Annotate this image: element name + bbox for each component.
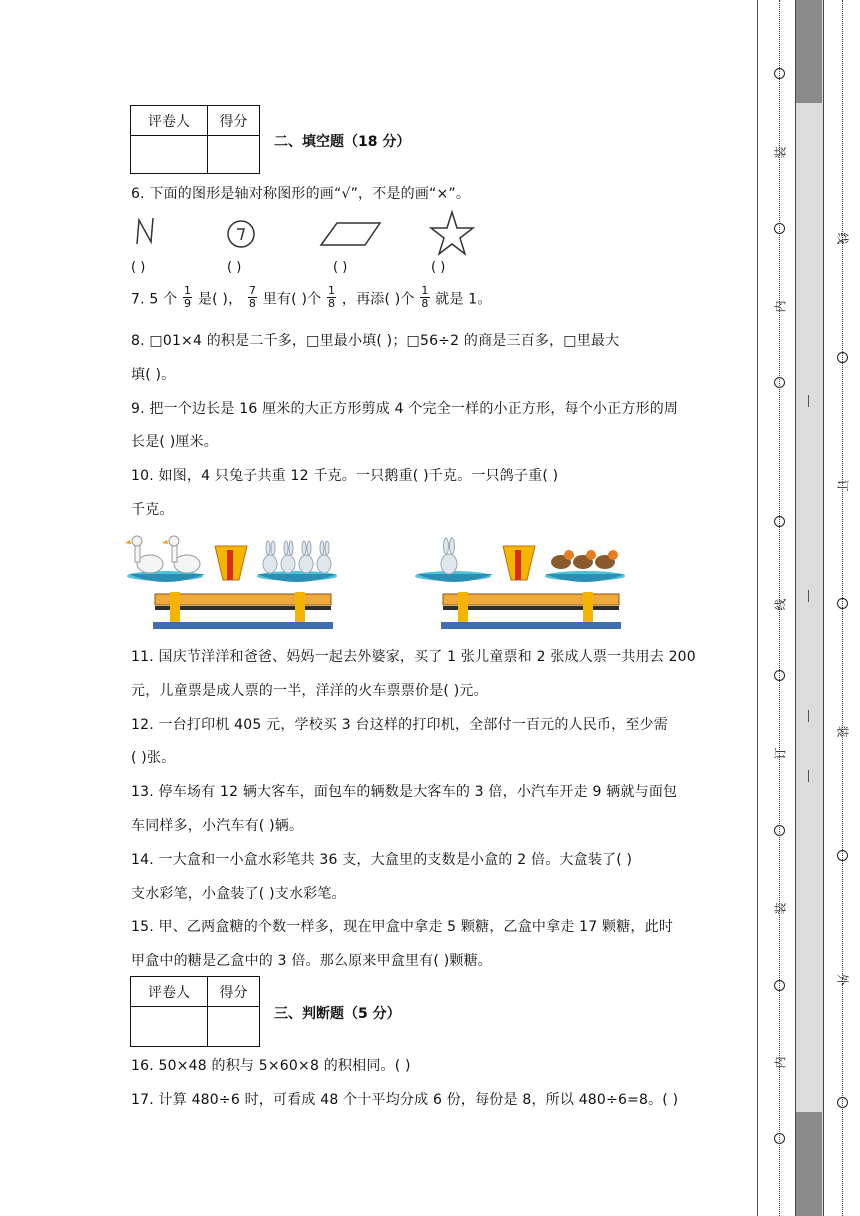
q11-line2: 元，儿童票是成人票的一半，洋洋的火车票票价是( )元。 xyxy=(131,683,488,699)
q6-answer-2[interactable]: ( ) xyxy=(227,260,242,275)
binding-hole-icon xyxy=(774,825,785,836)
score-table-section2 xyxy=(130,105,260,174)
q6-answer-3[interactable]: ( ) xyxy=(333,260,348,275)
q7-part4: ，再添( )个 xyxy=(341,291,415,308)
grader-cell[interactable] xyxy=(131,136,208,174)
q7-part1: 7. 5 个 xyxy=(131,291,178,308)
q6-answer-4[interactable]: ( ) xyxy=(431,260,446,275)
q7-part2: 是( )， xyxy=(197,291,243,308)
q7-text xyxy=(131,284,492,312)
q9-line2: 长是( )厘米。 xyxy=(131,434,218,450)
q8-line2: 填( )。 xyxy=(131,367,176,383)
q10-line1: 10. 如图，4 只兔子共重 12 千克。一只鹅重( )千克。一只鸽子重( ) xyxy=(131,468,559,484)
q6-shapes xyxy=(125,208,485,258)
q13-line1: 13. 停车场有 12 辆大客车，面包车的辆数是大客车的 3 倍，小汽车开走 9 辆就与面包 xyxy=(131,784,678,800)
q12-line1: 12. 一台打印机 405 元，学校买 3 台这样的打印机，全部付一百元的人民币，至少需 xyxy=(131,717,668,733)
q16-text: 16. 50×48 的积与 5×60×8 的积相同。( ) xyxy=(131,1058,411,1074)
q7-fraction-4: $\frac{1}{8}$ xyxy=(421,284,429,310)
rabbit-icon xyxy=(441,538,457,574)
section2-title: 二、填空题（18 分） xyxy=(274,134,411,150)
binding-char: 外 xyxy=(835,973,850,986)
binding-char: 内 xyxy=(773,300,788,313)
binding-char: 装 xyxy=(835,725,850,738)
binding-char: 线 xyxy=(835,232,850,245)
pigeons-icon xyxy=(551,550,618,569)
q12-line2: ( )张。 xyxy=(131,750,176,766)
q17-text: 17. 计算 480÷6 时，可看成 48 个十平均分成 6 份，每份是 8，所以 480÷6=8。( ) xyxy=(131,1092,679,1108)
binding-hole-icon xyxy=(774,68,785,79)
score-label: 得分 xyxy=(208,106,260,136)
binding-hole-icon xyxy=(774,1133,785,1144)
q15-line2: 甲盒中的糖是乙盒中的 3 倍。那么原来甲盒里有( )颗糖。 xyxy=(131,953,492,969)
q8-line1: 8. □01×4 的积是二千多，□里最小填( )；□56÷2 的商是三百多，□里最大 xyxy=(131,333,620,349)
binding-hole-icon xyxy=(837,850,848,861)
q7-fraction-2: $\frac{7}{8}$ xyxy=(248,284,257,310)
parallelogram-icon xyxy=(321,223,380,245)
q14-line1: 14. 一大盒和一小盒水彩笔共 36 支，大盒里的支数是小盒的 2 倍。大盒装了( ) xyxy=(131,852,633,868)
q11-line1: 11. 国庆节洋洋和爸爸、妈妈一起去外婆家，买了 1 张儿童票和 2 张成人票一共用去 200 xyxy=(131,649,696,665)
binding-char: 装 xyxy=(773,902,788,915)
binding-hole-icon xyxy=(774,377,785,388)
binding-char: 内 xyxy=(773,1056,788,1069)
binding-hole-icon xyxy=(774,670,785,681)
binding-hole-icon xyxy=(837,352,848,363)
star-icon xyxy=(431,212,473,254)
score-cell[interactable] xyxy=(208,1007,260,1047)
scale-right-icon xyxy=(415,538,625,629)
binding-char: 线 xyxy=(773,598,788,611)
q6-answer-1[interactable]: ( ) xyxy=(131,260,146,275)
q7-fraction-1: $\frac{1}{9}$ xyxy=(184,284,192,310)
q7-fraction-3: $\frac{1}{8}$ xyxy=(328,284,336,310)
score-label: 得分 xyxy=(208,977,260,1007)
binding-char: 装 xyxy=(773,146,788,159)
q13-line2: 车同样多，小汽车有( )辆。 xyxy=(131,818,304,834)
q10-line2: 千克。 xyxy=(131,502,174,518)
q9-line1: 9. 把一个边长是 16 厘米的大正方形剪成 4 个完全一样的小正方形，每个小正方形的周 xyxy=(131,401,679,417)
binding-hole-icon xyxy=(837,1097,848,1108)
q14-line2: 支水彩笔，小盒装了( )支水彩笔。 xyxy=(131,886,346,902)
binding-hole-icon xyxy=(837,598,848,609)
score-table-section3 xyxy=(130,976,260,1047)
score-cell[interactable] xyxy=(208,136,260,174)
binding-hole-icon xyxy=(774,223,785,234)
goose-icon xyxy=(125,536,163,573)
grader-label: 评卷人 xyxy=(131,977,208,1007)
binding-hole-icon xyxy=(774,980,785,991)
goose-icon xyxy=(162,536,200,573)
section3-title: 三、判断题（5 分） xyxy=(274,1006,401,1022)
n-shape-icon xyxy=(137,218,153,244)
binding-hole-icon xyxy=(774,516,785,527)
grader-cell[interactable] xyxy=(131,1007,208,1047)
rabbits-icon xyxy=(263,541,331,573)
q7-part3: 里有( )个 xyxy=(262,291,322,308)
q7-part5: 就是 1。 xyxy=(435,291,492,308)
q15-line1: 15. 甲、乙两盒糖的个数一样多，现在甲盒中拿走 5 颗糖，乙盒中拿走 17 颗糖，此时 xyxy=(131,919,674,935)
balance-scales-illustration xyxy=(125,528,635,630)
scale-left-icon xyxy=(125,536,337,629)
circle-seven-icon xyxy=(228,221,254,247)
binding-char: 订 xyxy=(773,747,788,760)
q6-text: 6. 下面的图形是轴对称图形的画“√”，不是的画“×”。 xyxy=(131,186,471,202)
grader-label: 评卷人 xyxy=(131,106,208,136)
binding-char: 订 xyxy=(835,479,850,492)
